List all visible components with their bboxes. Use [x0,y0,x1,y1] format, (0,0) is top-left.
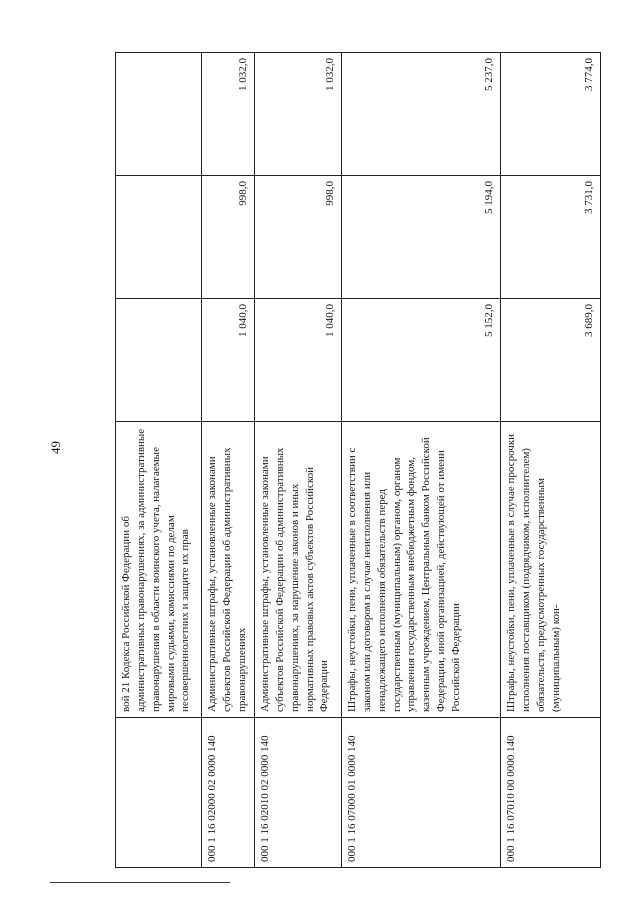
table-row [342,53,501,868]
row-value-3: 1 032,0 [202,53,255,176]
page-number: 49 [48,441,63,454]
row-code [116,718,202,868]
row-value-1: 1 040,0 [202,299,255,422]
row-value-3: 1 032,0 [255,53,342,176]
row-description: Штрафы, неустойки, пени, уплаченные в случае просрочки исполнения поставщиком (подрядчиком, исполнителем) обязательств, предусмотренных государственным (муниципальным) кон- [501,422,601,718]
budget-revenue-table [115,52,601,868]
row-value-3: 3 774,0 [501,53,601,176]
row-code: 000 1 16 02010 02 0000 140 [255,718,342,868]
row-code: 000 1 16 07000 01 0000 140 [342,718,501,868]
row-value-1: 3 689,0 [501,299,601,422]
row-code: 000 1 16 02000 02 0000 140 [202,718,255,868]
row-value-2: 998,0 [202,176,255,299]
row-value-2 [116,176,202,299]
row-value-2: 3 731,0 [501,176,601,299]
table-row [255,53,342,868]
row-description: Административные штрафы, установленные законами субъектов Российской Федерации об административных правонарушениях, за нарушение законов и иных нормативных правовых актов субъектов Российской Федерации [255,422,342,718]
row-description: Административные штрафы, установленные законами субъектов Российской Федерации об административных правонарушениях [202,422,255,718]
row-value-1: 1 040,0 [255,299,342,422]
table-row [501,53,601,868]
row-value-1: 5 152,0 [342,299,501,422]
row-value-3 [116,53,202,176]
row-value-2: 5 194,0 [342,176,501,299]
row-value-3: 5 237,0 [342,53,501,176]
row-value-1 [116,299,202,422]
budget-table-rotated [115,53,600,868]
table-row [116,53,202,868]
row-description: Штрафы, неустойки, пени, уплаченные в соответствии с законом или договором в случае неисполнения или ненадлежащего исполнения обязательств перед государственным (муниципальным) органом, органом управления государственным внебюджетным фондом, казенным учреждением, Центральным банком Российской Федерации, иной организацией, действующей от имени Российской Федерации [342,422,501,718]
bottom-divider [50,882,230,883]
row-description: вой 21 Кодекса Российской Федерации об административных правонарушениях, за административные правонарушения в области воинского учета, налагаемые мировыми судьями, комиссиями по делам несовершеннолетних и защите их прав [116,422,202,718]
table-row [202,53,255,868]
row-value-2: 998,0 [255,176,342,299]
row-code: 000 1 16 07010 00 0000 140 [501,718,601,868]
